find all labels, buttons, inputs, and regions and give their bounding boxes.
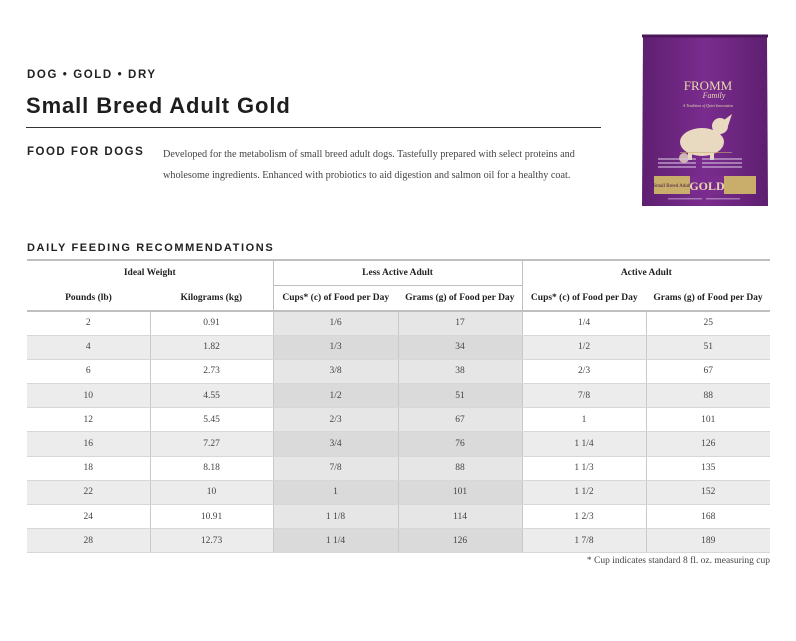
cell-less-active-grams: 34 (398, 335, 522, 359)
cell-kilograms: 8.18 (150, 456, 273, 480)
cell-active-cups: 2/3 (522, 359, 646, 383)
cell-active-grams: 25 (646, 311, 770, 335)
cell-kilograms: 7.27 (150, 432, 273, 456)
cell-active-grams: 168 (646, 505, 770, 529)
cell-less-active-grams: 51 (398, 384, 522, 408)
cell-less-active-grams: 101 (398, 480, 522, 504)
title-divider (26, 127, 601, 128)
cell-active-grams: 67 (646, 359, 770, 383)
cell-active-grams: 189 (646, 529, 770, 553)
cell-less-active-cups: 1 1/8 (273, 505, 398, 529)
cell-pounds: 10 (27, 384, 150, 408)
brand-logo-subtext: Family (702, 91, 726, 100)
cell-less-active-cups: 3/4 (273, 432, 398, 456)
cell-active-cups: 1/4 (522, 311, 646, 335)
category-kicker: DOG • GOLD • DRY (27, 69, 157, 81)
column-header-kilograms: Kilograms (kg) (150, 286, 273, 312)
cell-pounds: 22 (27, 480, 150, 504)
cell-pounds: 2 (27, 311, 150, 335)
variant-label: Small Breed Adult (653, 184, 691, 189)
table-row (27, 408, 770, 432)
cell-less-active-cups: 1 (273, 480, 398, 504)
cell-pounds: 16 (27, 432, 150, 456)
cell-active-cups: 1 (522, 408, 646, 432)
table-row (27, 335, 770, 359)
cup-footnote: * Cup indicates standard 8 fl. oz. measuring cup (586, 556, 770, 566)
group-less-active-adult: Less Active Adult (273, 260, 522, 286)
cell-pounds: 24 (27, 505, 150, 529)
brand-logo-text: FROMM (683, 78, 733, 93)
brand-tagline: A Tradition of Quiet Innovation (682, 103, 734, 108)
cell-active-grams: 152 (646, 480, 770, 504)
group-active-adult: Active Adult (522, 260, 770, 286)
cell-kilograms: 2.73 (150, 359, 273, 383)
cell-kilograms: 4.55 (150, 384, 273, 408)
cell-pounds: 12 (27, 408, 150, 432)
cell-less-active-cups: 1/6 (273, 311, 398, 335)
cell-less-active-cups: 3/8 (273, 359, 398, 383)
column-header-pounds: Pounds (lb) (27, 286, 150, 312)
cell-active-cups: 1 7/8 (522, 529, 646, 553)
cell-less-active-grams: 38 (398, 359, 522, 383)
cell-less-active-grams: 88 (398, 456, 522, 480)
page-title: Small Breed Adult Gold (26, 93, 291, 118)
cell-pounds: 18 (27, 456, 150, 480)
table-row (27, 529, 770, 553)
table-row (27, 480, 770, 504)
column-header-less-active-grams: Grams (g) of Food per Day (398, 286, 522, 312)
cell-active-cups: 7/8 (522, 384, 646, 408)
cell-kilograms: 10 (150, 480, 273, 504)
cell-active-cups: 1 2/3 (522, 505, 646, 529)
column-header-less-active-cups: Cups* (c) of Food per Day (273, 286, 398, 312)
gold-line-label: GOLD (689, 179, 725, 193)
cell-less-active-cups: 7/8 (273, 456, 398, 480)
cell-active-grams: 135 (646, 456, 770, 480)
feeding-heading: DAILY FEEDING RECOMMENDATIONS (27, 242, 275, 254)
cell-less-active-grams: 67 (398, 408, 522, 432)
cell-less-active-grams: 126 (398, 529, 522, 553)
cell-less-active-cups: 1 1/4 (273, 529, 398, 553)
product-bag-image (640, 34, 770, 208)
group-ideal-weight: Ideal Weight (27, 260, 273, 286)
cell-kilograms: 12.73 (150, 529, 273, 553)
cell-pounds: 28 (27, 529, 150, 553)
cell-less-active-grams: 76 (398, 432, 522, 456)
cell-kilograms: 1.82 (150, 335, 273, 359)
table-row (27, 456, 770, 480)
feeding-table-body (27, 311, 770, 553)
column-header-active-grams: Grams (g) of Food per Day (646, 286, 770, 312)
table-row (27, 505, 770, 529)
cell-pounds: 6 (27, 359, 150, 383)
cell-active-cups: 1 1/2 (522, 480, 646, 504)
cell-less-active-cups: 2/3 (273, 408, 398, 432)
cell-active-cups: 1 1/4 (522, 432, 646, 456)
cell-less-active-grams: 114 (398, 505, 522, 529)
cell-active-cups: 1 1/3 (522, 456, 646, 480)
table-row (27, 384, 770, 408)
cell-active-grams: 126 (646, 432, 770, 456)
product-description: Developed for the metabolism of small breed adult dogs. Tastefully prepared with select proteins and wholesome ingredients. Enhanced with probiotics to aid digestion and salmon oil for a healthy coat. (163, 149, 575, 181)
cell-less-active-cups: 1/2 (273, 384, 398, 408)
cell-active-grams: 51 (646, 335, 770, 359)
column-header-active-cups: Cups* (c) of Food per Day (522, 286, 646, 312)
cell-pounds: 4 (27, 335, 150, 359)
cell-kilograms: 10.91 (150, 505, 273, 529)
cell-kilograms: 0.91 (150, 311, 273, 335)
table-row (27, 311, 770, 335)
cell-kilograms: 5.45 (150, 408, 273, 432)
food-for-dogs-label: FOOD FOR DOGS (27, 146, 145, 158)
feeding-table (27, 259, 770, 553)
cell-active-grams: 101 (646, 408, 770, 432)
cell-active-cups: 1/2 (522, 335, 646, 359)
cell-less-active-grams: 17 (398, 311, 522, 335)
cell-active-grams: 88 (646, 384, 770, 408)
cell-less-active-cups: 1/3 (273, 335, 398, 359)
table-row (27, 359, 770, 383)
table-row (27, 432, 770, 456)
